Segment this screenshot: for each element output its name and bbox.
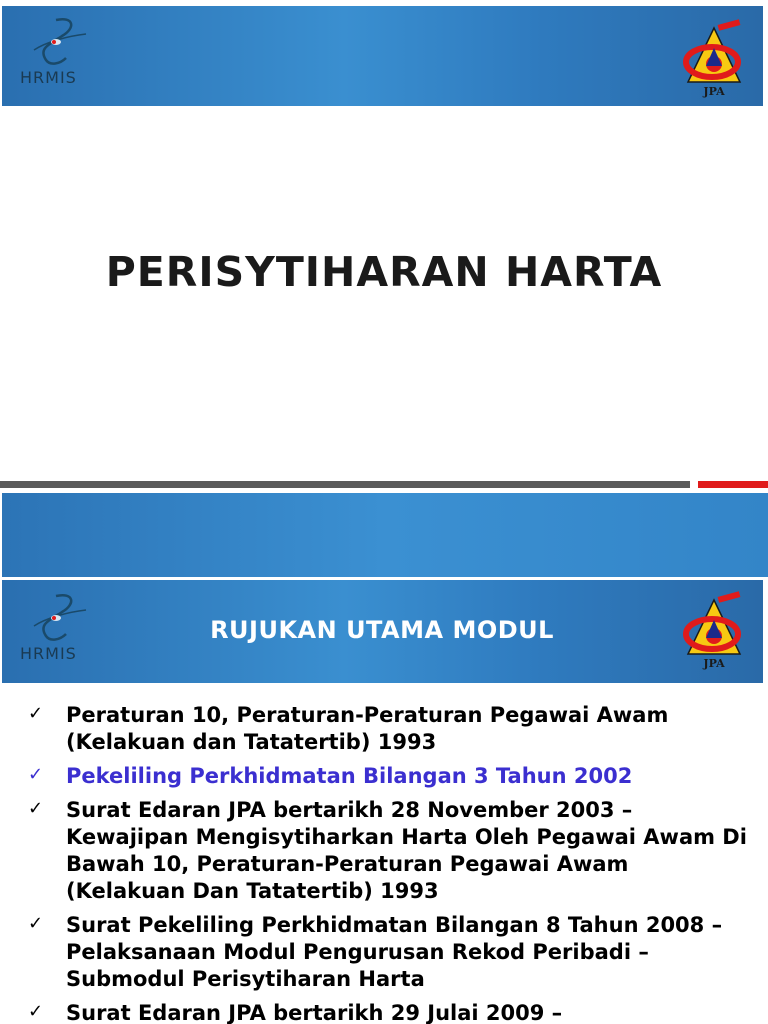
checkmark-icon: ✓	[28, 703, 44, 724]
divider-line	[0, 481, 690, 488]
jpa-logo-text: JPA	[703, 85, 725, 98]
footer-band	[2, 493, 768, 577]
hrmis-swirl-icon	[16, 14, 108, 74]
slide-title: PERISYTIHARAN HARTA	[105, 248, 663, 296]
reference-item	[28, 702, 748, 756]
checkmark-icon: ✓	[28, 764, 44, 785]
hrmis-logo	[16, 14, 108, 94]
reference-text: Surat Pekeliling Perkhidmatan Bilangan 8 Tahun 2008 – Pelaksanaan Modul Pengurusan Rekod Peribadi – Submodul Perisytiharan Harta	[66, 913, 723, 991]
jpa-logo-text: JPA	[703, 657, 725, 670]
reference-item	[28, 1000, 748, 1024]
checkmark-icon: ✓	[28, 798, 44, 819]
hrmis-logo-text: HRMIS	[20, 68, 77, 87]
reference-item	[28, 797, 748, 905]
reference-text: Surat Edaran JPA bertarikh 28 November 2003 – Kewajipan Mengisytiharkan Harta Oleh Pegawai Awam Di Bawah 10, Peraturan-Peraturan Pegawai Awam (Kelakuan Dan Tatatertib) 1993	[66, 798, 747, 903]
hrmis-logo	[16, 590, 108, 670]
reference-item	[28, 912, 748, 993]
reference-text: Peraturan 10, Peraturan-Peraturan Pegawai Awam (Kelakuan dan Tatatertib) 1993	[66, 703, 669, 754]
hrmis-swirl-icon	[16, 590, 108, 650]
reference-item	[28, 763, 748, 790]
divider-accent	[698, 481, 768, 488]
reference-list	[28, 702, 748, 1024]
checkmark-icon: ✓	[28, 1001, 44, 1022]
header-banner	[2, 6, 763, 106]
jpa-logo	[682, 18, 746, 98]
jpa-emblem-icon	[682, 590, 746, 670]
section-title: RUJUKAN UTAMA MODUL	[210, 616, 554, 644]
checkmark-icon: ✓	[28, 913, 44, 934]
reference-text: Surat Edaran JPA bertarikh 29 Julai 2009 –	[66, 1001, 563, 1024]
hrmis-logo-text: HRMIS	[20, 644, 77, 663]
reference-text: Pekeliling Perkhidmatan Bilangan 3 Tahun 2002	[66, 764, 633, 788]
jpa-logo	[682, 590, 746, 670]
section-header-banner	[2, 580, 763, 683]
jpa-emblem-icon	[682, 18, 746, 98]
